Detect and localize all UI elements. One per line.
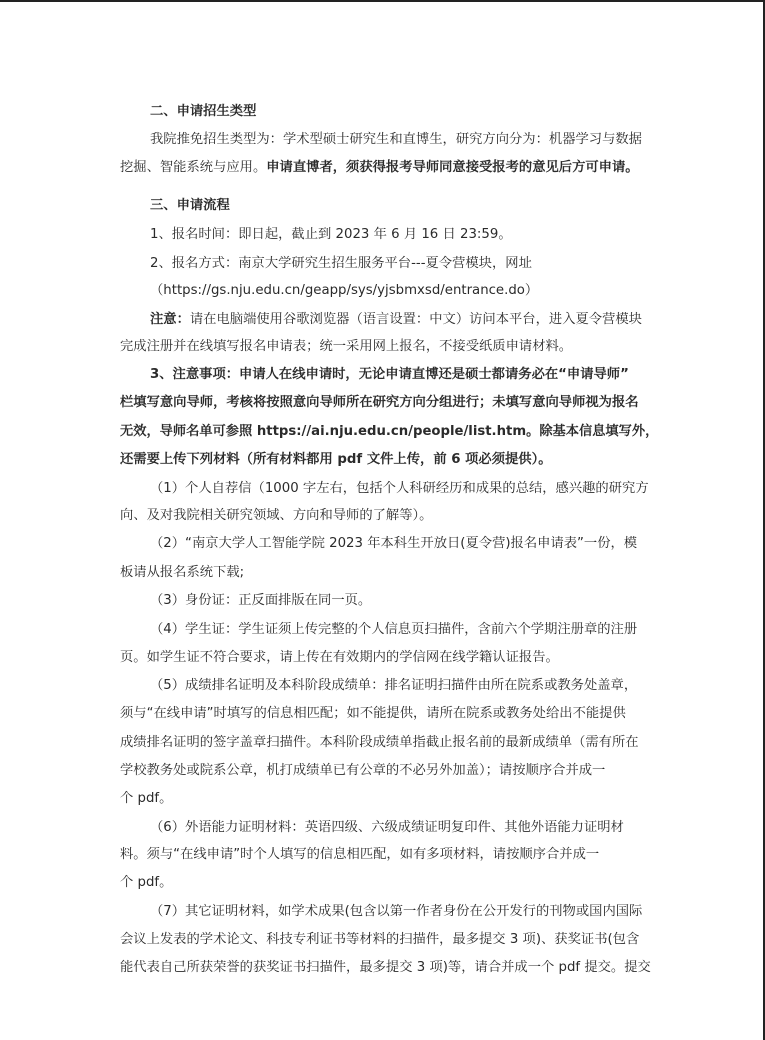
registration-url-link[interactable]: （https://gs.nju.edu.cn/geapp/sys/yjsbmxsd/entrance.do） [150,283,539,298]
material-item-7: （7）其它证明材料，如学术成果(包含以第一作者身份在公开发行的刊物或国内国际 [150,904,643,919]
paragraph-line: 学校教务处或院系公章，机打成绩单已有公章的不必另外加盖）；请按顺序合并成一 [120,763,606,778]
material-item-1: （1）个人自荐信（1000 字左右，包括个人科研经历和成果的总结，感兴趣的研究方 [150,481,649,496]
paragraph-line: 完成注册并在线填写报名申请表；统一采用网上报名，不接受纸质申请材料。 [120,339,573,354]
paragraph-line: 无效，导师名单可参照 https://ai.nju.edu.cn/people/list.htm。除基本信息填写外， [120,424,659,439]
text-run-bold: 申请直博者，须获得报考导师同意接受报考的意见后方可申请。 [266,160,639,175]
paragraph-line: 板请从报名系统下载; [120,565,245,580]
paragraph-line: 页。如学生证不符合要求，请上传在有效期内的学信网在线学籍认证报告。 [120,650,559,665]
material-item-5: （5）成绩排名证明及本科阶段成绩单：排名证明扫描件由所在院系或教务处盖章， [150,678,638,693]
paragraph-line: 料。须与“在线申请”时个人填写的信息相匹配，如有多项材料，请按顺序合并成一 [120,847,600,862]
paragraph-line [150,365,629,385]
material-item-6: （6）外语能力证明材料：英语四级、六级成绩证明复印件、其他外语能力证明材 [150,820,624,835]
paragraph-line: 还需要上传下列材料（所有材料都用 pdf 文件上传，前 6 项必须提供）。 [120,452,552,467]
material-item-4: （4）学生证：学生证须上传完整的个人信息页扫描件，含前六个学期注册章的注册 [150,622,638,637]
paragraph-line: 须与“在线申请”时填写的信息相匹配；如不能提供，请所在院系或教务处给出不能提供 [120,706,626,721]
paragraph-line [150,310,642,330]
paragraph-line: 1、报名时间：即日起，截止到 2023 年 6 月 16 日 23:59。 [150,227,512,242]
text-run: 请在电脑端使用谷歌浏览器（语言设置：中文）访问本平台，进入夏令营模块 [189,312,642,327]
paragraph-line: 个 pdf。 [120,875,173,890]
paragraph-line: 个 pdf。 [120,791,173,806]
paragraph-line: 能代表自己所获荣誉的获奖证书扫描件，最多提交 3 项)等，请合并成一个 pdf 提交。提交 [120,960,651,975]
material-item-3: （3）身份证：正反面排版在同一页。 [150,593,372,608]
page-top-border [0,0,765,2]
note-label: 注意： [150,312,190,327]
paragraph-line: 会议上发表的学术论文、科技专利证书等材料的扫描件，最多提交 3 项)、获奖证书(包含 [120,932,640,947]
paragraph-line: 2、报名方式：南京大学研究生招生服务平台---夏令营模块，网址 [150,256,532,271]
text-run-bold: 申请人在线申请时，无论申请直博还是硕士都请务必在“申请导师” [239,367,629,382]
material-item-2: （2）“南京大学人工智能学院 2023 年本科生开放日(夏令营)报名申请表”一份，模 [150,536,638,551]
text-run: 挖掘、智能系统与应用。 [120,160,267,175]
paragraph-line: 向、及对我院相关研究领域、方向和导师的了解等）。 [120,508,433,523]
section-heading-application-type: 二、申请招生类型 [150,104,257,119]
paragraph-line [120,158,639,178]
paragraph-line: 成绩排名证明的签字盖章扫描件。本科阶段成绩单指截止报名前的最新成绩单（需有所在 [120,735,639,750]
section-heading-application-process: 三、申请流程 [150,198,230,213]
paragraph-line: 我院推免招生类型为：学术型硕士研究生和直博生，研究方向分为：机器学习与数据 [150,132,642,147]
text-run-bold: 3、注意事项： [150,367,240,382]
paragraph-line: 栏填写意向导师，考核将按照意向导师所在研究方向分组进行；未填写意向导师视为报名 [120,395,639,410]
